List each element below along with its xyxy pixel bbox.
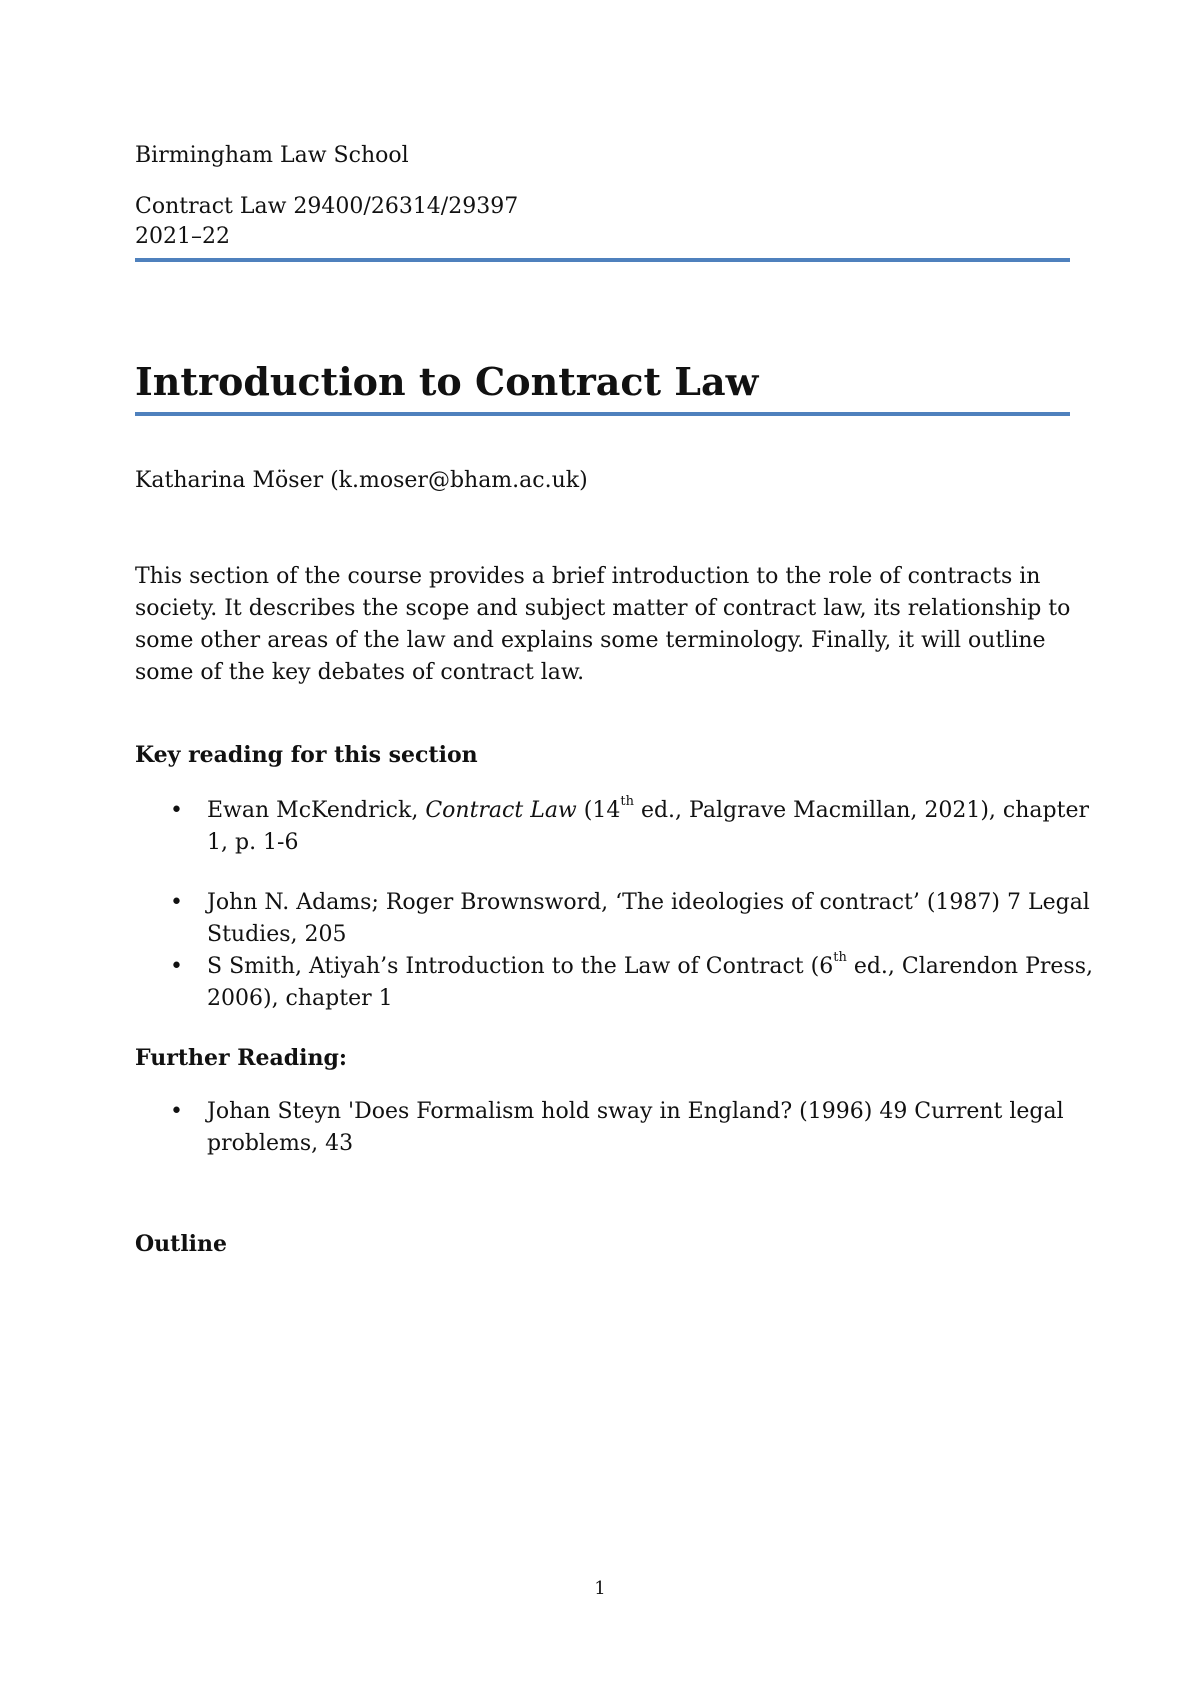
intro-line: This section of the course provides a brief introduction to the role of contracts in: [135, 564, 1041, 589]
further-reading-heading: Further Reading:: [135, 1045, 347, 1071]
bullet-icon: •: [170, 1099, 183, 1124]
page-title: Introduction to Contract Law: [135, 359, 759, 404]
bullet-icon: •: [170, 890, 183, 915]
further-reading-item: Johan Steyn 'Does Formalism hold sway in England? (1996) 49 Current legal problems, 43: [207, 1099, 1064, 1156]
school-name: Birmingham Law School: [135, 143, 409, 168]
header-divider: [135, 258, 1070, 262]
bullet-icon: •: [170, 798, 183, 823]
page-number: 1: [594, 1578, 606, 1599]
bullet-icon: •: [170, 954, 183, 979]
reading-item: Ewan McKendrick, Contract Law (14th ed., Palgrave Macmillan, 2021), chapter 1, p. 1-6: [207, 793, 1089, 855]
title-divider: [135, 412, 1070, 416]
author-line: Katharina Möser (k.moser@bham.ac.uk): [135, 468, 588, 493]
reading-item: John N. Adams; Roger Brownsword, ‘The ideologies of contract’ (1987) 7 Legal Studies, 205: [207, 890, 1090, 947]
intro-line: society. It describes the scope and subject matter of contract law, its relationship to: [135, 596, 1071, 621]
intro-line: some of the key debates of contract law.: [135, 660, 585, 685]
intro-paragraph: [135, 561, 1075, 689]
course-code: Contract Law 29400/26314/29397: [135, 194, 519, 219]
intro-line: some other areas of the law and explains some terminology. Finally, it will outline: [135, 628, 1046, 653]
academic-year: 2021–22: [135, 224, 230, 249]
outline-heading: Outline: [135, 1231, 228, 1257]
key-reading-heading: Key reading for this section: [135, 742, 478, 768]
reading-item: S Smith, Atiyah’s Introduction to the Law of Contract (6th ed., Clarendon Press, 2006), chapter 1: [207, 949, 1093, 1011]
book-title: Contract Law: [425, 798, 577, 823]
